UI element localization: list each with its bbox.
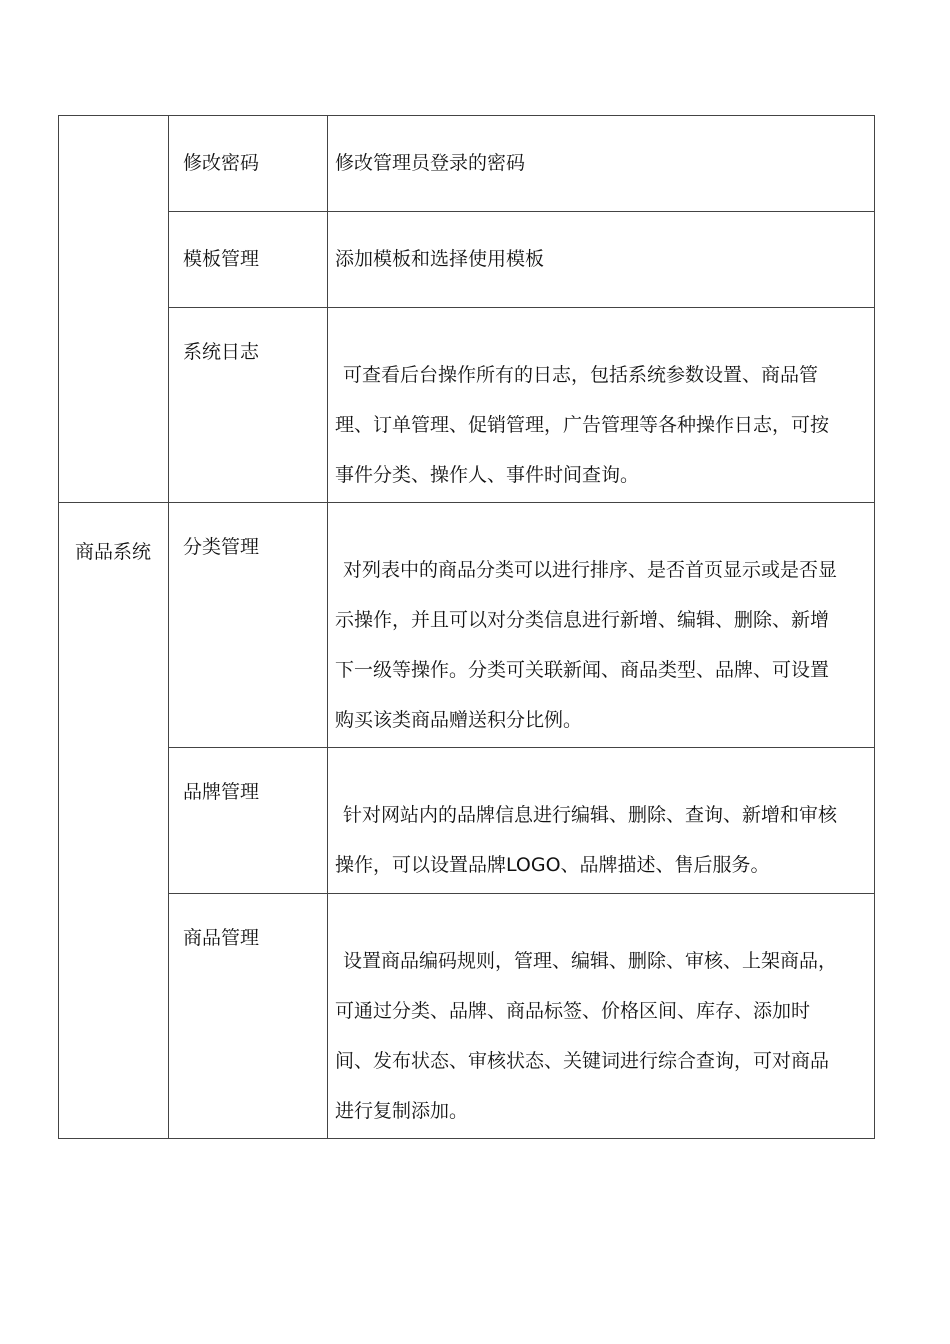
table-row [59, 748, 875, 894]
feature-description: 可查看后台操作所有的日志，包括系统参数设置、商品管 理、订单管理、促销管理，广告管理等各种操作日志，可按 事件分类、操作人、事件时间查询。 [335, 364, 830, 486]
category-cell [59, 116, 169, 503]
table-row [59, 116, 875, 212]
table-row [59, 212, 875, 308]
table-row [59, 894, 875, 1139]
feature-cell [169, 308, 328, 503]
feature-description: 修改管理员登录的密码 [335, 152, 526, 174]
feature-label: 品牌管理 [183, 781, 260, 803]
category-cell [59, 503, 169, 1139]
feature-cell [169, 894, 328, 1139]
feature-description: 添加模板和选择使用模板 [335, 248, 545, 270]
feature-description: 设置商品编码规则，管理、编辑、删除、审核、上架商品， 可通过分类、品牌、商品标签、价格区间、库存、添加时 间、发布状态、审核状态、关键词进行综合查询，可对商品 进行复制添加。 [335, 950, 838, 1122]
table-row [59, 503, 875, 748]
feature-description: 针对网站内的品牌信息进行编辑、删除、查询、新增和审核 操作，可以设置品牌LOGO、品牌描述、售后服务。 [335, 804, 838, 876]
description-cell [328, 212, 875, 308]
feature-cell [169, 748, 328, 894]
function-spec-table [58, 115, 875, 1139]
feature-label: 系统日志 [183, 341, 260, 363]
description-cell [328, 116, 875, 212]
description-cell [328, 894, 875, 1139]
description-cell [328, 503, 875, 748]
feature-cell [169, 503, 328, 748]
feature-description: 对列表中的商品分类可以进行排序、是否首页显示或是否显 示操作，并且可以对分类信息进行新增、编辑、删除、新增 下一级等操作。分类可关联新闻、商品类型、品牌、可设置 购买该类商品赠送积分比例。 [335, 559, 838, 731]
feature-cell [169, 212, 328, 308]
feature-cell [169, 116, 328, 212]
feature-label: 修改密码 [183, 152, 260, 174]
table-row [59, 308, 875, 503]
feature-label: 模板管理 [183, 248, 260, 270]
description-cell [328, 308, 875, 503]
feature-label: 商品管理 [183, 927, 260, 949]
feature-label: 分类管理 [183, 536, 260, 558]
category-label: 商品系统 [75, 541, 152, 563]
description-cell [328, 748, 875, 894]
